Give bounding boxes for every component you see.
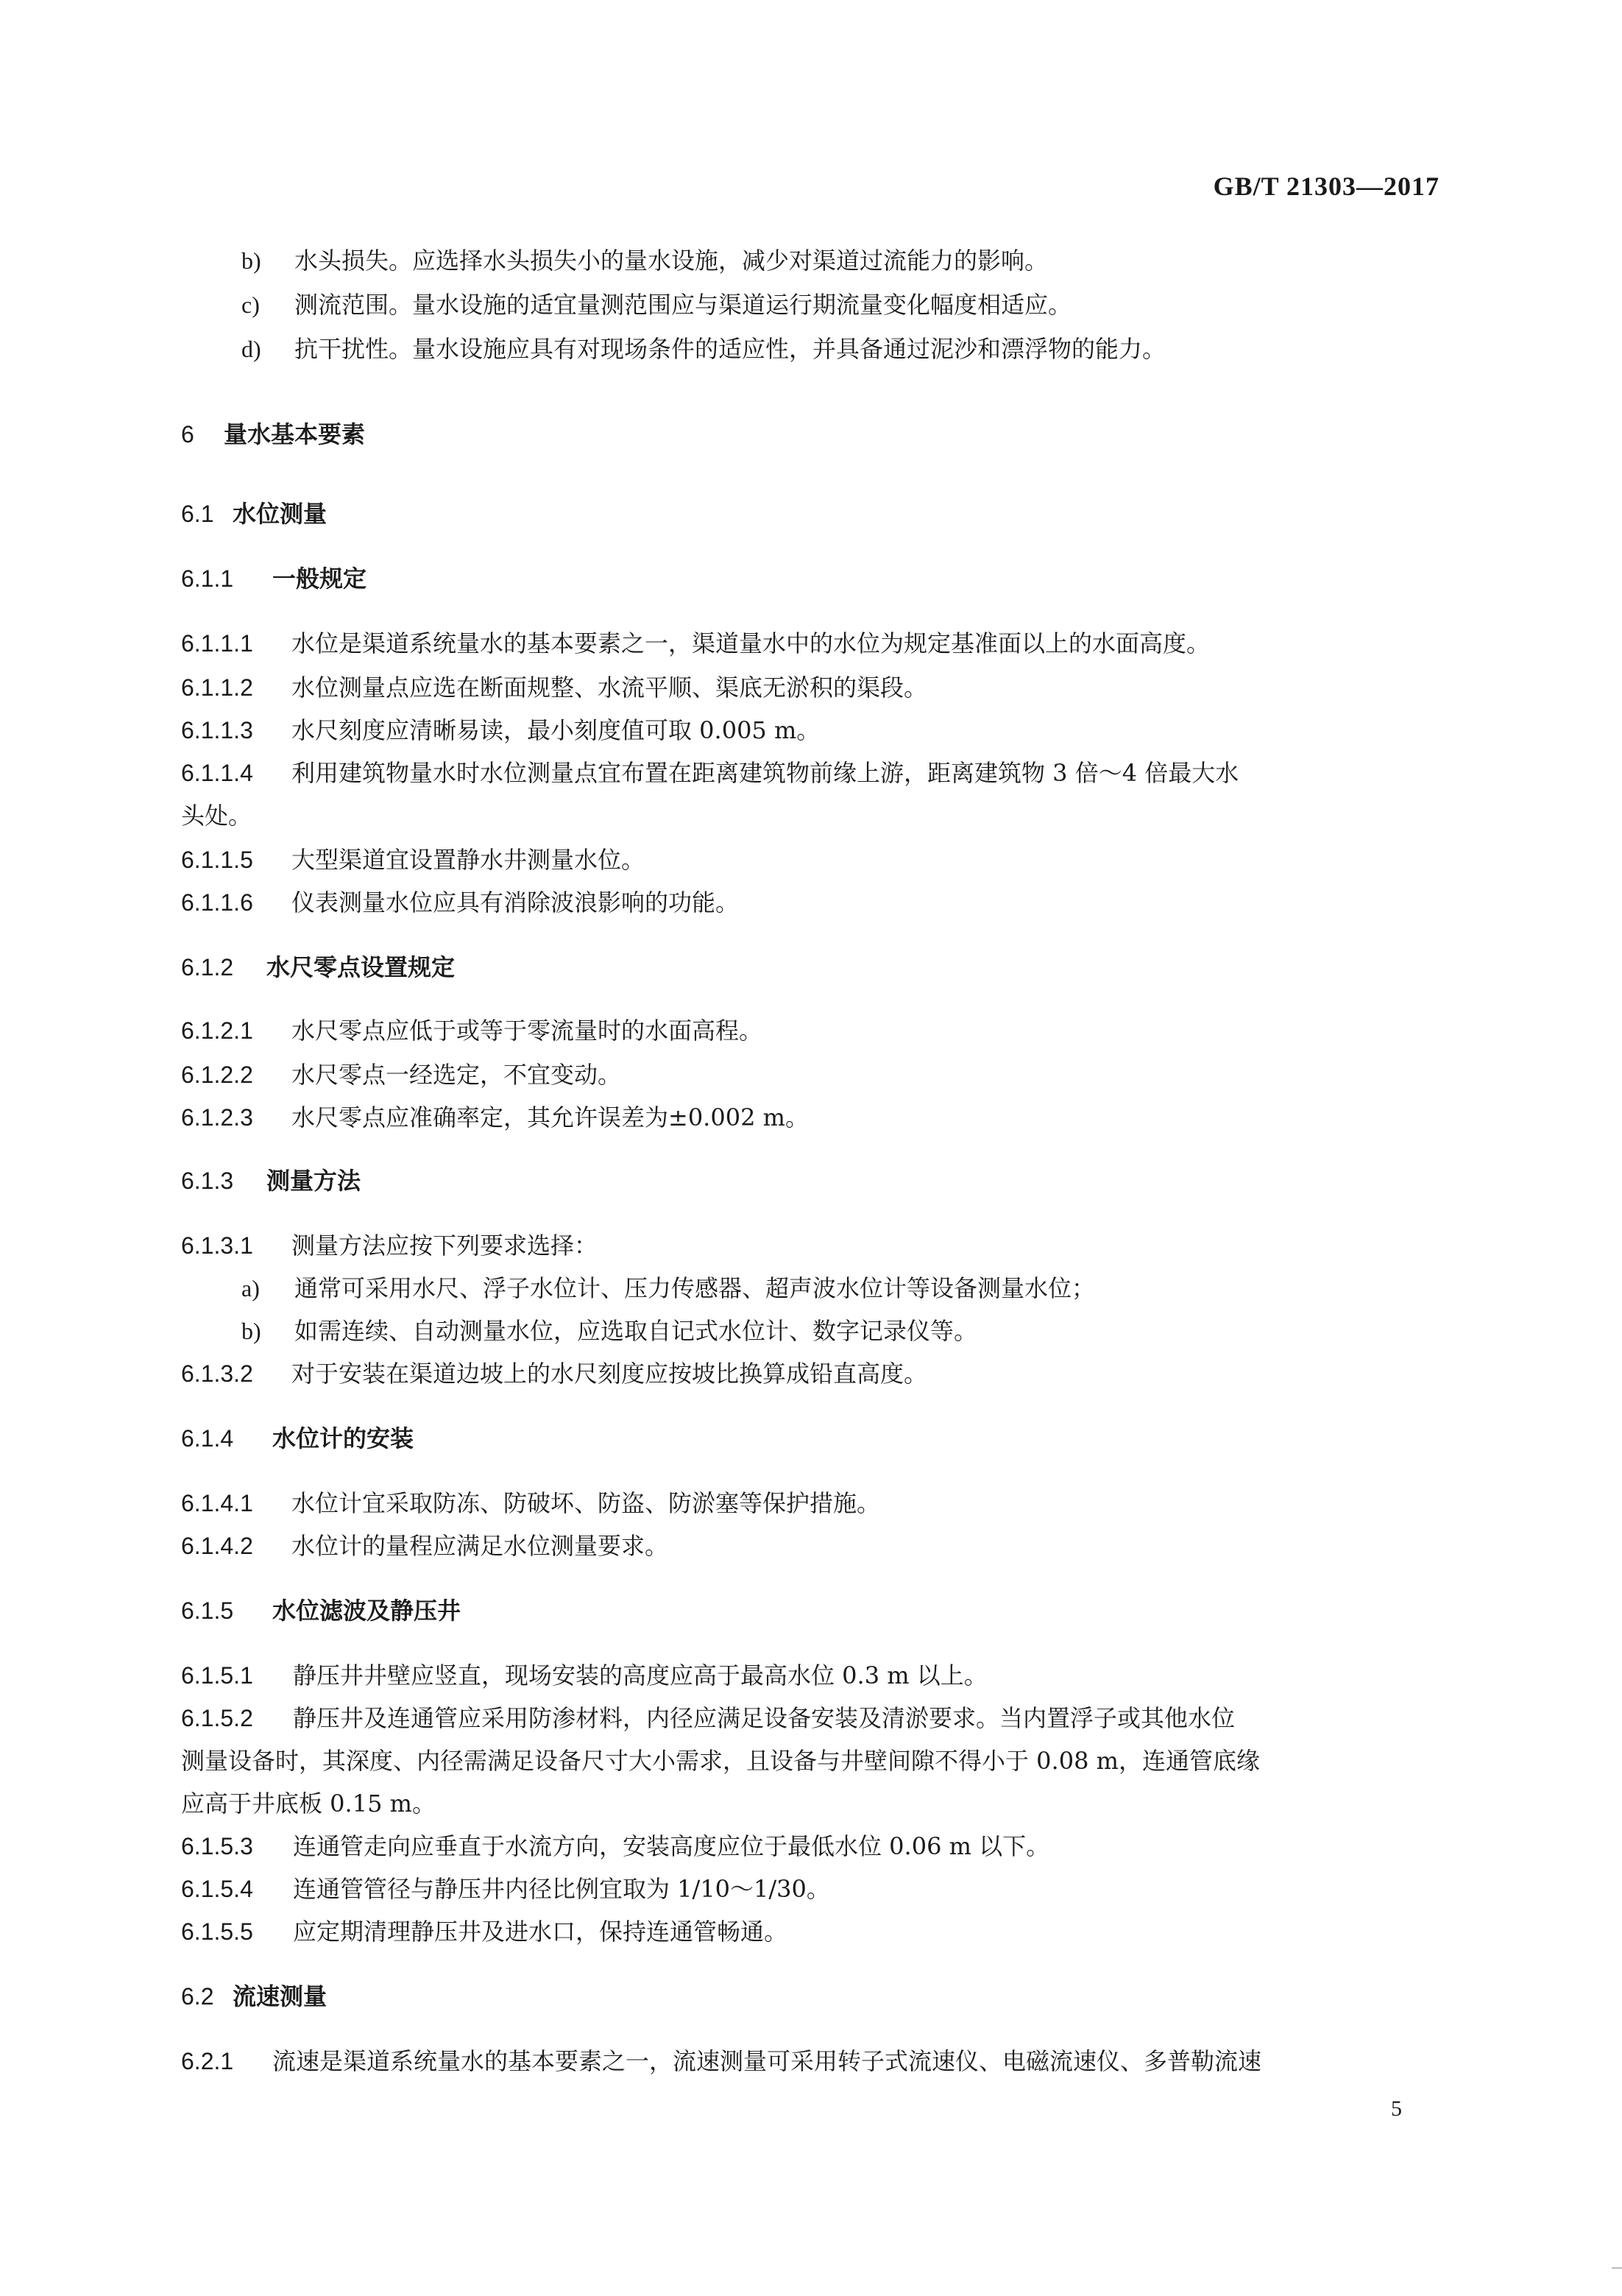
clause-continuation: 测量设备时，其深度、内径需满足设备尺寸大小需求，且设备与井壁间隙不得小于 0.08 m，连通管底缘 bbox=[181, 1747, 1260, 1775]
clause-text: 对于安装在渠道边坡上的水尺刻度应按坡比换算成铅直高度。 bbox=[291, 1360, 928, 1388]
clause-number: 6.1.5.5 bbox=[181, 1918, 253, 1945]
section-number: 6.1.3 bbox=[181, 1168, 234, 1194]
section-title: 流速测量 bbox=[233, 1982, 327, 2010]
section-title: 水尺零点设置规定 bbox=[266, 953, 456, 981]
clause-text: 水尺零点应准确率定，其允许误差为±0.002 m。 bbox=[291, 1103, 809, 1131]
list-text: 抗干扰性。量水设施应具有对现场条件的适应性，并具备通过泥沙和漂浮物的能力。 bbox=[294, 335, 1166, 363]
section-heading-6-1-3 bbox=[181, 1169, 361, 1193]
clause-number: 6.1.4.1 bbox=[181, 1490, 253, 1516]
clause bbox=[181, 1103, 809, 1131]
clause bbox=[181, 848, 645, 872]
clause-text: 水尺零点应低于或等于零流量时的水面高程。 bbox=[291, 1017, 763, 1045]
clause-number: 6.1.1.1 bbox=[181, 630, 253, 657]
list-label: c) bbox=[241, 292, 260, 318]
clause bbox=[181, 718, 820, 742]
clause-text: 静压井及连通管应采用防渗材料，内径应满足设备安装及清淤要求。当内置浮子或其他水位 bbox=[293, 1704, 1236, 1732]
clause-number: 6.1.1.5 bbox=[181, 847, 253, 873]
section-number: 6.2 bbox=[181, 1983, 214, 2010]
list-label: b) bbox=[241, 1318, 261, 1344]
clause-number: 6.1.1.3 bbox=[181, 717, 253, 743]
clause bbox=[181, 629, 1211, 657]
list-label: d) bbox=[241, 336, 261, 362]
clause bbox=[181, 1661, 988, 1689]
clause bbox=[181, 1877, 830, 1901]
clause-number: 6.1.5.2 bbox=[181, 1705, 253, 1731]
clause-text: 利用建筑物量水时水位测量点宜布置在距离建筑物前缘上游，距离建筑物 3 倍～4 倍最大水 bbox=[291, 759, 1239, 787]
clause bbox=[181, 674, 928, 702]
clause-number: 6.1.2.1 bbox=[181, 1017, 253, 1044]
list-item bbox=[241, 337, 1166, 361]
clause-number: 6.1.2.2 bbox=[181, 1062, 253, 1088]
clause bbox=[181, 1491, 880, 1515]
clause bbox=[181, 1918, 788, 1946]
section-title: 水位滤波及静压井 bbox=[272, 1597, 461, 1625]
clause-number: 6.1.5.4 bbox=[181, 1876, 253, 1902]
clause-text: 流速是渠道系统量水的基本要素之一，流速测量可采用转子式流速仪、电磁流速仪、多普勒流速 bbox=[272, 2047, 1262, 2075]
clause-text: 连通管管径与静压井内径比例宜取为 1/10～1/30。 bbox=[293, 1875, 830, 1903]
section-heading-6-1-5 bbox=[181, 1597, 461, 1625]
section-heading-6-2 bbox=[181, 1982, 327, 2010]
clause-continuation: 应高于井底板 0.15 m。 bbox=[181, 1790, 436, 1818]
list-item bbox=[241, 247, 1049, 275]
page-number: 5 bbox=[1391, 2097, 1402, 2121]
clause-text: 应定期清理静压井及进水口，保持连通管畅通。 bbox=[293, 1918, 788, 1946]
clause-text: 大型渠道宜设置静水井测量水位。 bbox=[291, 846, 645, 874]
section-title: 水位计的安装 bbox=[272, 1424, 414, 1452]
section-number: 6.1.1 bbox=[181, 565, 234, 592]
section-number: 6.1.4 bbox=[181, 1425, 234, 1452]
clause-text: 水位是渠道系统量水的基本要素之一，渠道量水中的水位为规定基准面以上的水面高度。 bbox=[291, 629, 1211, 657]
section-number: 6.1.2 bbox=[181, 954, 234, 981]
section-title: 水位测量 bbox=[233, 500, 327, 528]
clause-text: 静压井井壁应竖直，现场安装的高度应高于最高水位 0.3 m 以上。 bbox=[293, 1661, 988, 1689]
clause-number: 6.1.3.2 bbox=[181, 1360, 253, 1387]
clause-text: 仪表测量水位应具有消除波浪影响的功能。 bbox=[291, 889, 740, 916]
standard-code: GB/T 21303—2017 bbox=[1213, 172, 1439, 201]
list-item bbox=[241, 1276, 1095, 1300]
clause-text: 水尺刻度应清晰易读，最小刻度值可取 0.005 m。 bbox=[291, 716, 821, 744]
clause-text: 水位测量点应选在断面规整、水流平顺、渠底无淤积的渠段。 bbox=[291, 674, 928, 702]
edge-mark bbox=[1612, 2267, 1622, 2269]
section-title: 一般规定 bbox=[272, 565, 367, 593]
clause-number: 6.1.4.2 bbox=[181, 1533, 253, 1559]
clause-text: 水位计的量程应满足水位测量要求。 bbox=[291, 1532, 669, 1560]
section-heading-6-1 bbox=[181, 502, 327, 526]
clause bbox=[181, 1017, 763, 1045]
clause-text: 水尺零点一经选定，不宜变动。 bbox=[291, 1061, 622, 1089]
clause bbox=[181, 891, 739, 914]
list-text: 通常可采用水尺、浮子水位计、压力传感器、超声波水位计等设备测量水位； bbox=[294, 1274, 1096, 1302]
section-number: 6.1 bbox=[181, 501, 214, 527]
list-text: 测流范围。量水设施的适宜量测范围应与渠道运行期流量变化幅度相适应。 bbox=[294, 291, 1072, 319]
clause bbox=[181, 1063, 621, 1087]
clause-number: 6.1.1.4 bbox=[181, 760, 253, 786]
clause-number: 6.1.1.2 bbox=[181, 674, 253, 701]
clause-number: 6.1.1.6 bbox=[181, 889, 253, 916]
clause bbox=[181, 2049, 1261, 2073]
clause-number: 6.1.2.3 bbox=[181, 1104, 253, 1131]
clause-number: 6.1.3.1 bbox=[181, 1232, 253, 1259]
list-text: 水头损失。应选择水头损失小的量水设施，减少对渠道过流能力的影响。 bbox=[294, 247, 1049, 275]
section-title: 测量方法 bbox=[266, 1167, 361, 1195]
clause bbox=[181, 1360, 928, 1388]
section-heading-6-1-1 bbox=[181, 565, 367, 593]
list-text: 如需连续、自动测量水位，应选取自记式水位计、数字记录仪等。 bbox=[294, 1317, 978, 1345]
section-number: 6.1.5 bbox=[181, 1597, 234, 1624]
clause-text: 测量方法应按下列要求选择： bbox=[291, 1232, 598, 1260]
clause bbox=[181, 1534, 668, 1558]
clause bbox=[181, 1706, 1235, 1730]
section-title: 量水基本要素 bbox=[224, 420, 366, 448]
list-label: b) bbox=[241, 247, 261, 274]
list-item bbox=[241, 293, 1072, 317]
clause bbox=[181, 1232, 598, 1260]
section-heading-6-1-4 bbox=[181, 1424, 414, 1452]
list-item bbox=[241, 1319, 977, 1343]
clause-number: 6.2.1 bbox=[181, 2048, 234, 2074]
clause-text: 连通管走向应垂直于水流方向，安装高度应位于最低水位 0.06 m 以下。 bbox=[293, 1832, 1050, 1860]
section-number: 6 bbox=[181, 421, 194, 448]
clause bbox=[181, 1834, 1049, 1858]
section-heading-6-1-2 bbox=[181, 953, 456, 981]
clause-number: 6.1.5.3 bbox=[181, 1833, 253, 1859]
list-label: a) bbox=[241, 1275, 260, 1301]
clause-continuation: 头处。 bbox=[181, 802, 252, 830]
clause-text: 水位计宜采取防冻、防破坏、防盗、防淤塞等保护措施。 bbox=[291, 1489, 881, 1517]
section-heading-6 bbox=[181, 420, 366, 448]
clause-number: 6.1.5.1 bbox=[181, 1662, 253, 1689]
clause bbox=[181, 761, 1239, 785]
